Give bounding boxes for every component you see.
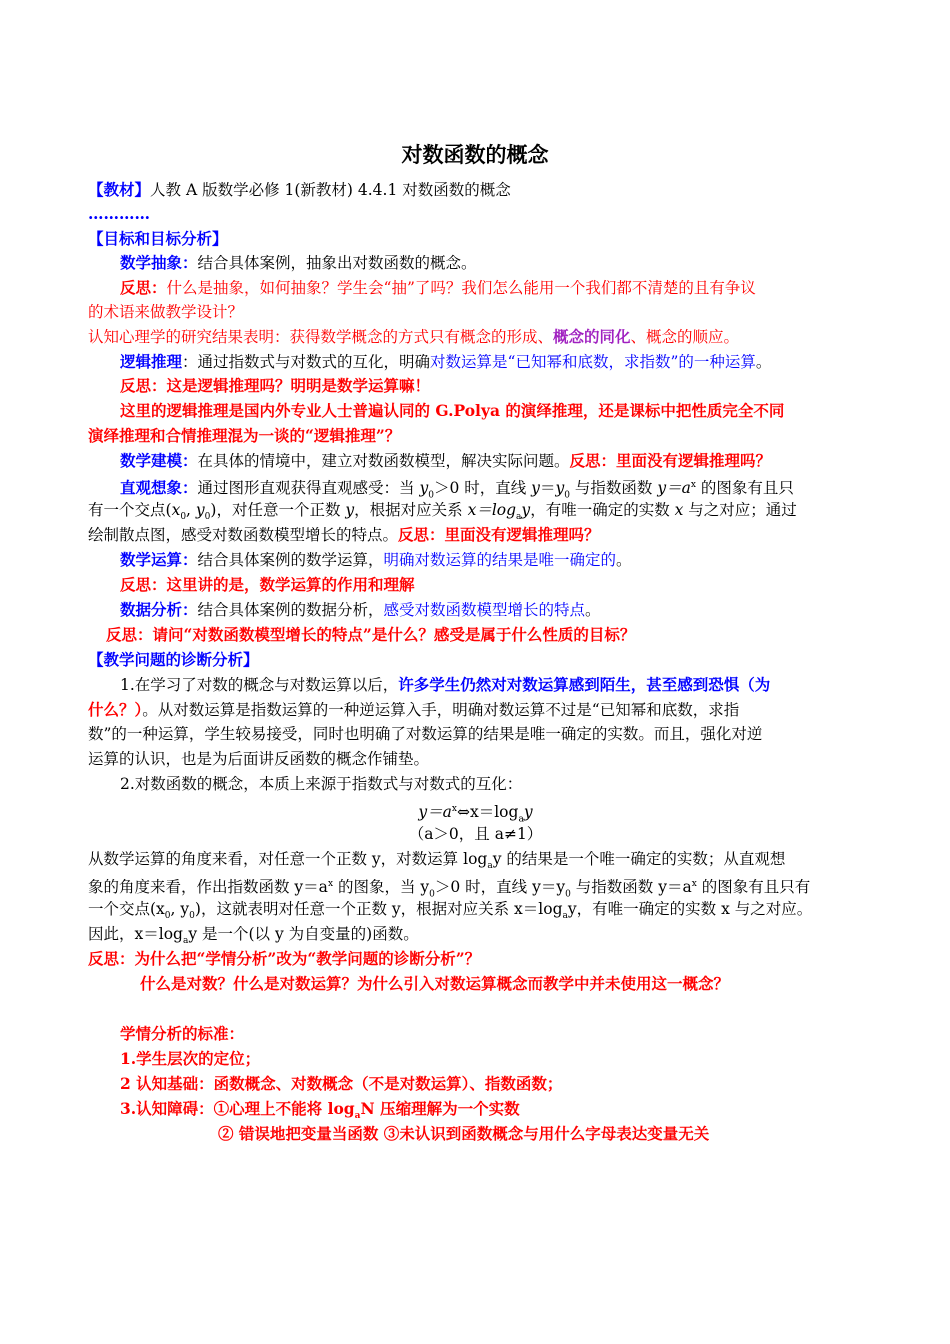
ellipsis: …………: [88, 204, 150, 223]
t: N 压缩理解为一个实数: [360, 1099, 520, 1118]
modeling-text: 在具体的情境中，建立对数函数模型，解决实际问题。: [197, 452, 570, 470]
reflect-3-line-1: [88, 947, 863, 971]
p1-highlight: 许多学生仍然对对数运算感到陌生，甚至感到恐惧（为: [398, 675, 771, 694]
reflect-label: 反思：: [88, 949, 135, 968]
p1-line-1: [88, 673, 895, 697]
t: 一个交点(x: [88, 900, 165, 918]
t: x: [327, 879, 334, 889]
logic-line: [88, 350, 895, 374]
modeling-label: 数学建模：: [120, 451, 198, 470]
abstraction-line: [88, 251, 895, 275]
t: 为什么把“学情分析”改为“教学问题的诊断分析”？: [134, 949, 481, 968]
t: y: [419, 479, 429, 498]
standards-item-1: 1.学生层次的定位；: [120, 1049, 261, 1068]
t: y: [531, 479, 540, 498]
intuition-label: 直观想象：: [120, 478, 198, 498]
t: 的图象，当 y: [333, 878, 430, 897]
t: y: [555, 479, 565, 498]
t: ＝: [539, 479, 556, 498]
cognitive-text-c: 、概念的顺应。: [630, 328, 740, 346]
t: 0: [564, 490, 570, 501]
abstraction-reflect-1: [88, 276, 895, 300]
t: )，这就表明对任意一个正数 y，根据对应关系 x＝log: [194, 900, 563, 918]
t: 结合具体案例的数据分析，: [197, 601, 384, 619]
t: a: [354, 1111, 361, 1122]
operation-line: [88, 548, 895, 572]
t: 。: [616, 551, 632, 569]
t: 1.在学习了对数的概念与对数运算以后，: [120, 676, 399, 694]
modeling-line: [88, 449, 895, 473]
t: x: [690, 480, 696, 490]
material-line: [88, 178, 863, 202]
t: a: [562, 911, 568, 922]
modeling-reflect: 反思：里面没有逻辑推理吗？: [569, 451, 772, 470]
cognitive-text-a: 认知心理学的研究结果表明：获得数学概念的方式只有概念的形成、: [88, 328, 554, 346]
t: y＝a: [418, 803, 452, 822]
t: y，有唯一确定的实数 x 与之对应。: [567, 900, 813, 918]
logic-reflect-1: 反思：这是逻辑推理吗？明明是数学运算嘛！: [120, 376, 431, 395]
t: a: [516, 512, 522, 523]
t: 3.认知障碍：①心理上不能将 log: [120, 1099, 355, 1118]
t: 。: [585, 601, 601, 619]
t: y 是一个(以 y 为自变量的)函数。: [188, 925, 419, 943]
material-label: 【教材】: [88, 180, 151, 199]
p1-line-3: 数”的一种运算，学生较易接受，同时也明确了对数运算的结果是唯一确定的实数。而且，强化对逆: [88, 725, 763, 743]
t: x: [451, 804, 457, 814]
t: 绘制散点图，感受对数函数模型增长的特点。: [88, 526, 399, 544]
t: 0: [428, 490, 434, 501]
t: 0: [164, 911, 171, 922]
t: 结合具体案例的数学运算，: [197, 551, 384, 569]
page-title: 对数函数的概念: [401, 142, 549, 167]
t: x: [691, 879, 697, 889]
t: 象的角度来看，作出指数函数 y＝a: [88, 878, 328, 897]
t: y: [195, 501, 205, 519]
intuition-line-3: [88, 523, 863, 547]
operation-reflect: 反思：这里讲的是，数学运算的作用和理解: [120, 575, 415, 594]
logic-label: 逻辑推理: [120, 352, 183, 371]
t: 通过图形直观获得直观感受：当: [197, 479, 420, 498]
t: y 的结果是一个唯一确定的实数；从直观想: [492, 850, 786, 868]
t: a: [182, 936, 189, 947]
data-analysis-reflect: 反思：请问“对数函数模型增长的特点”是什么？感受是属于什么性质的目标？: [106, 625, 636, 644]
section-diagnosis-heading: 【教学问题的诊断分析】: [88, 650, 259, 669]
t: , y: [170, 900, 190, 918]
t: )，对任意一个正数: [210, 501, 346, 519]
t: 与指数函数: [569, 479, 658, 498]
t: ＝a: [666, 479, 691, 498]
t: ＞0 时，直线 y＝y: [434, 878, 566, 897]
t: 0: [180, 512, 187, 523]
abstraction-text: 结合具体案例，抽象出对数函数的概念。: [197, 254, 477, 272]
t: y: [657, 479, 667, 498]
standards-item-2: 2 认知基础：函数概念、对数概念（不是对数运算）、指数函数；: [120, 1074, 563, 1093]
cognitive-highlight: 概念的同化: [553, 327, 631, 346]
t: 明确对数运算的结果是唯一确定的: [383, 551, 617, 569]
reflect-text: 什么是抽象，如何抽象？学生会“抽”了吗？我们怎么能用一个我们都不清楚的且有争议: [166, 279, 756, 297]
formula-condition: （a＞0，且 a≠1）: [408, 825, 543, 843]
t: 。从对数运算是指数运算的一种逆运算入手，明确对数运算不过是“已知幂和底数，求指: [142, 701, 740, 719]
cognitive-line: [88, 325, 863, 349]
logic-text-b: 对数运算是“已知幂和底数，求指数”的一种运算: [430, 353, 756, 371]
p1-question: 什么？）: [88, 700, 143, 719]
logic-reflect-2a: 这里的逻辑推理是国内外专业人士普遍认同的 G.Polya 的演绎推理，还是课标中把性质完全不同: [120, 401, 785, 420]
t: 与指数函数 y＝a: [570, 878, 692, 897]
data-analysis-label: 数据分析：: [120, 600, 198, 619]
t: ，有唯一确定的实数: [530, 501, 675, 519]
t: ⇔x＝log: [456, 803, 519, 822]
t: 感受对数函数模型增长的特点: [383, 601, 586, 619]
standards-item-4: ② 错误地把变量当函数 ③未认识到函数概念与用什么字母表达变量无关: [218, 1124, 710, 1143]
data-analysis-line: [88, 598, 895, 622]
t: 从数学运算的角度来看，对任意一个正数 y，对数运算 log: [88, 850, 488, 868]
intuition-reflect: 反思：里面没有逻辑推理吗？: [398, 525, 600, 544]
t: ＞0 时，直线: [433, 479, 532, 498]
t: y: [521, 501, 531, 519]
reflect-label: 反思：: [120, 278, 167, 297]
t: ,: [186, 501, 196, 519]
standards-heading: 学情分析的标准：: [120, 1024, 245, 1043]
p2-intro: 2.对数函数的概念，本质上来源于指数式与对数式的互化：: [120, 775, 523, 793]
t: y: [523, 803, 533, 822]
t: y: [345, 501, 355, 519]
t: 0: [565, 889, 571, 900]
t: 因此，x＝log: [88, 925, 183, 943]
t: 的图象有且只有: [696, 878, 811, 897]
p1-line-4: 运算的认识，也是为后面讲反函数的概念作铺垫。: [88, 750, 430, 768]
material-text: 人教 A 版数学必修 1(新教材) 4.4.1 对数函数的概念: [150, 181, 511, 199]
logic-text-c: 。: [755, 353, 772, 371]
abstraction-label: 数学抽象：: [120, 253, 198, 272]
logic-reflect-2b: 演绎推理和合情推理混为一谈的“逻辑推理”？: [88, 426, 401, 445]
t: x: [171, 501, 181, 519]
t: 的图象有且只: [695, 479, 794, 498]
section-goals-heading: 【目标和目标分析】: [88, 229, 228, 248]
t: 有一个交点(: [88, 501, 172, 519]
t: x＝log: [467, 501, 517, 519]
t: 0: [429, 889, 435, 900]
logic-text-a: ：通过指数式与对数式的互化，明确: [182, 353, 431, 371]
reflect-3-line-2: 什么是对数？什么是对数运算？为什么引入对数运算概念而教学中并未使用这一概念？: [140, 974, 730, 993]
t: 0: [204, 512, 211, 523]
t: x: [674, 501, 684, 519]
t: a: [487, 861, 493, 872]
t: a: [518, 814, 524, 825]
t: 与之对应；通过: [683, 501, 797, 519]
t: 0: [189, 911, 195, 922]
p1-line-2: [88, 698, 863, 722]
abstraction-reflect-2: 的术语来做教学设计？: [88, 303, 244, 321]
t: ，根据对应关系: [354, 501, 468, 519]
operation-label: 数学运算：: [120, 550, 198, 569]
